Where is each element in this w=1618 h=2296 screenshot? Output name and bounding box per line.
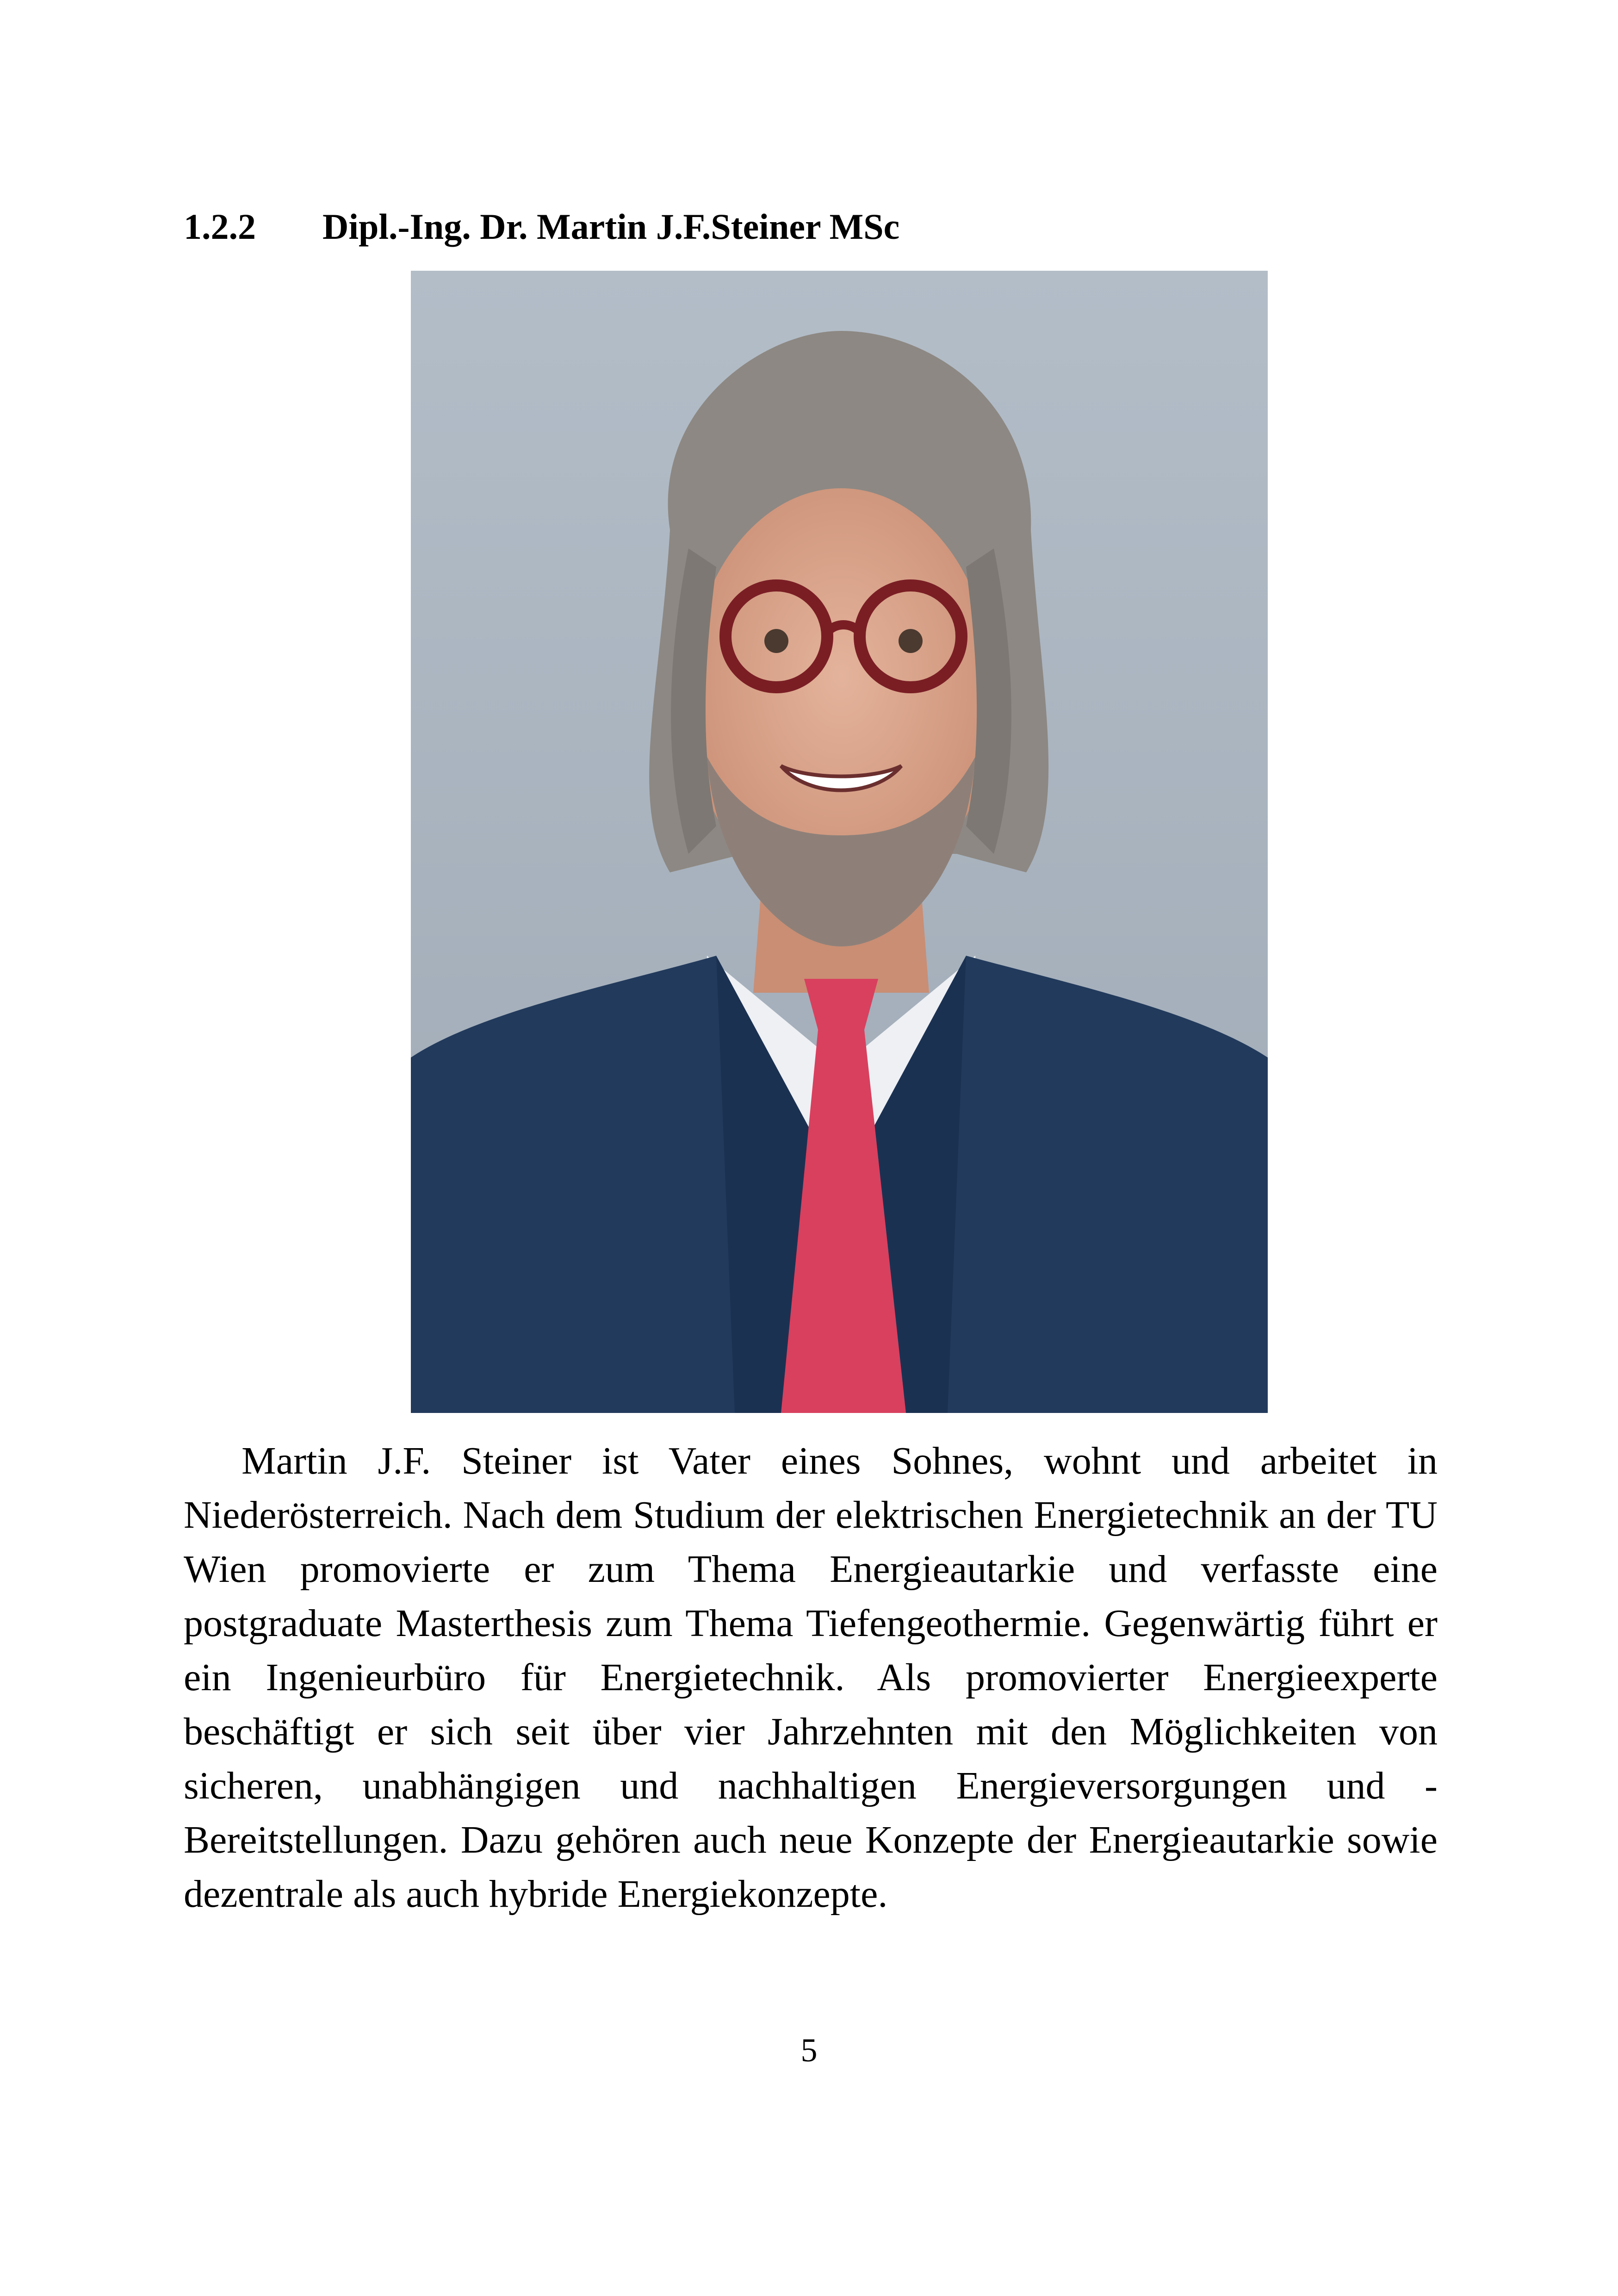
biography-paragraph: Martin J.F. Steiner ist Vater eines Sohnes, wohnt und arbeitet in Niederösterreich. Nach dem Studium der elektrischen Energietechnik an der TU Wien promovierte er zum Thema Energieautarkie und verfasste eine postgraduate Masterthesis zum Thema Tiefengeothermie. Gegenwärtig führt er ein Ingenieurbüro für Energietechnik. Als promovierter Energieexperte beschäftigt er sich seit über vier Jahrzehnten mit den Möglichkeiten von sicheren, unabhängigen und nachhaltigen Energieversorgungen und -Bereitstellungen. Dazu gehören auch neue Konzepte der Energieautarkie sowie dezentrale als auch hybride Energiekonzepte. — [184, 1439, 1438, 1916]
section-heading — [184, 199, 899, 255]
portrait-illustration — [411, 271, 1268, 1413]
section-title: Dipl.-Ing. Dr. Martin J.F.Steiner MSc — [322, 206, 900, 247]
section-number: 1.2.2 — [184, 206, 256, 247]
page-number: 5 — [800, 2032, 818, 2069]
portrait-photo — [411, 271, 1268, 1413]
